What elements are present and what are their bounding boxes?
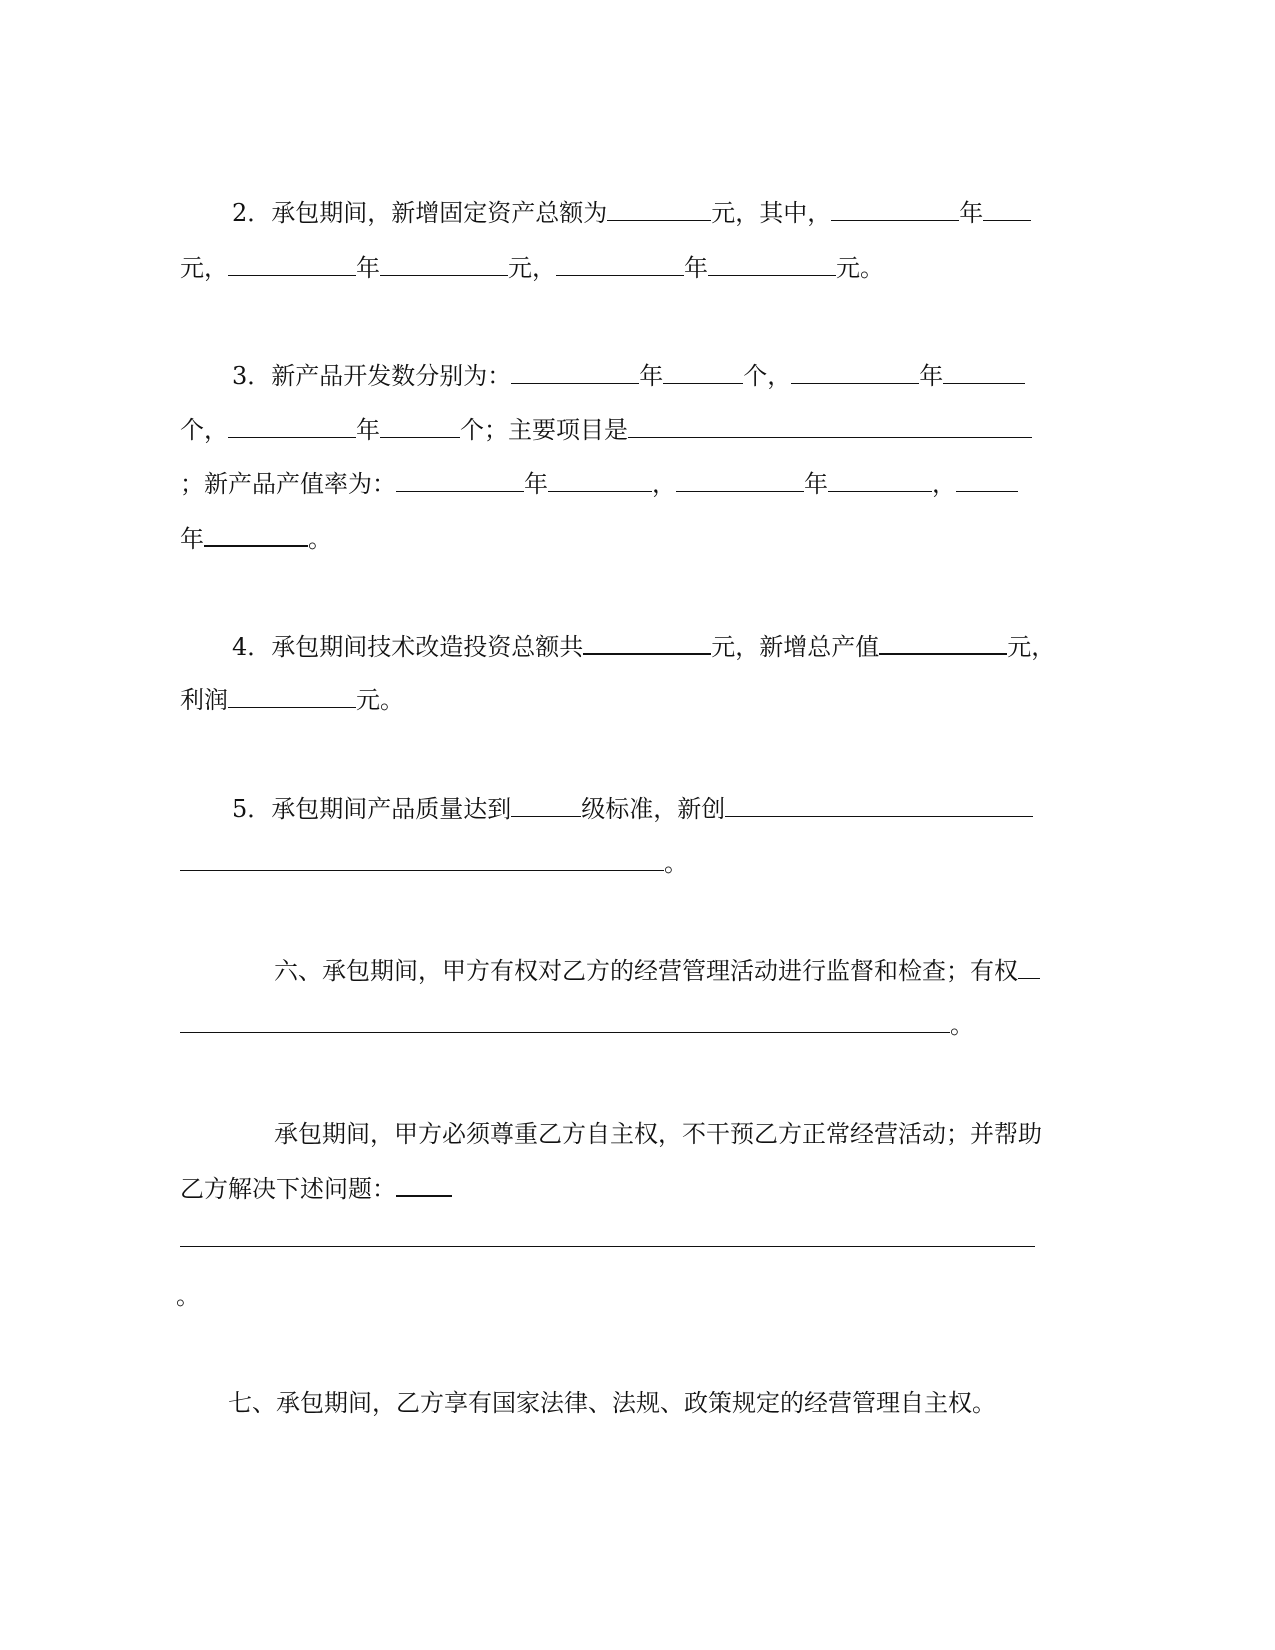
text: 。 <box>950 1011 974 1039</box>
clause-6b-line-1 <box>274 1119 1042 1149</box>
clause-5-text: 5．承包期间产品质量达到 <box>232 795 512 823</box>
fill-blank[interactable] <box>380 415 460 438</box>
text: 。 <box>176 1282 200 1310</box>
clause-5-line-1 <box>232 794 1033 824</box>
fill-blank[interactable] <box>791 361 919 384</box>
unit-text: 年 <box>356 254 380 282</box>
unit-text: 个， <box>743 362 792 390</box>
unit-text: 个， <box>180 416 228 444</box>
fill-blank[interactable] <box>1018 956 1040 979</box>
fill-blank[interactable] <box>228 685 356 708</box>
clause-6-line-2 <box>180 1010 974 1040</box>
fill-blank[interactable] <box>228 415 356 438</box>
clause-2-text: 2．承包期间，新增固定资产总额为 <box>232 199 608 227</box>
text: ， <box>932 470 956 498</box>
unit-text: 年 <box>356 416 380 444</box>
fill-blank[interactable] <box>983 198 1031 221</box>
clause-2-line-2 <box>180 253 884 283</box>
text: 乙方解决下述问题： <box>180 1175 396 1203</box>
text: ，其中， <box>735 199 832 227</box>
fill-blank[interactable] <box>956 469 1018 492</box>
unit-text: 年 <box>804 470 828 498</box>
clause-4-line-2 <box>180 685 404 715</box>
unit-text: 年 <box>919 362 944 390</box>
fill-blank[interactable] <box>708 253 836 276</box>
clause-3-line-2 <box>180 415 1032 445</box>
fill-blank[interactable] <box>396 469 524 492</box>
fill-blank[interactable] <box>831 198 959 221</box>
fill-blank[interactable] <box>548 469 652 492</box>
clause-3-line-1 <box>232 361 1025 391</box>
clause-6b-line-2 <box>180 1173 452 1204</box>
text: ， <box>652 470 676 498</box>
fill-blank[interactable] <box>676 469 804 492</box>
fill-blank[interactable] <box>180 848 664 871</box>
unit-text: 元。 <box>836 254 884 282</box>
fill-blank[interactable] <box>380 253 508 276</box>
clause-3-line-4 <box>180 523 332 554</box>
clause-6b-text: 承包期间，甲方必须尊重乙方自主权，不干预乙方正常经营活动；并帮助 <box>274 1120 1042 1148</box>
fill-blank[interactable] <box>663 361 743 384</box>
clause-4-text: 4．承包期间技术改造投资总额共 <box>232 633 584 661</box>
unit-text: 元 <box>711 199 736 227</box>
unit-text: 年 <box>959 199 984 227</box>
clause-5-line-2 <box>180 848 688 878</box>
clause-7-line-1 <box>228 1388 996 1418</box>
fill-blank[interactable] <box>228 253 356 276</box>
fill-line[interactable] <box>180 1246 1035 1247</box>
fill-blank[interactable] <box>180 1010 950 1033</box>
fill-blank[interactable] <box>943 361 1025 384</box>
text: 元， <box>1007 633 1056 661</box>
fill-blank[interactable] <box>607 198 711 221</box>
fill-blank[interactable] <box>511 794 581 817</box>
text: 元。 <box>356 686 404 714</box>
fill-blank[interactable] <box>396 1173 452 1197</box>
unit-text: 年 <box>684 254 708 282</box>
text: 。 <box>308 525 332 553</box>
clause-6-line-1 <box>274 956 1040 986</box>
text: 元，新增总产值 <box>711 633 880 661</box>
fill-blank[interactable] <box>879 631 1007 655</box>
text: 个；主要项目是 <box>460 416 628 444</box>
fill-blank[interactable] <box>628 415 1032 438</box>
fill-blank[interactable] <box>583 631 711 655</box>
text: 。 <box>664 849 688 877</box>
clause-6b-line-4 <box>176 1281 200 1311</box>
fill-blank[interactable] <box>511 361 639 384</box>
clause-6-text: 六、承包期间，甲方有权对乙方的经营管理活动进行监督和检查；有权 <box>274 957 1018 985</box>
fill-blank[interactable] <box>725 794 1033 817</box>
unit-text: 年 <box>524 470 548 498</box>
clause-7-text: 七、承包期间，乙方享有国家法律、法规、政策规定的经营管理自主权。 <box>228 1389 996 1417</box>
unit-text: 年 <box>180 525 204 553</box>
clause-4-line-1 <box>232 631 1055 662</box>
clause-3-text: 3．新产品开发数分别为： <box>232 362 512 390</box>
text: 级标准，新创 <box>581 795 726 823</box>
clause-3-line-3 <box>180 469 1018 499</box>
text: ；新产品产值率为： <box>180 470 396 498</box>
fill-blank[interactable] <box>204 523 308 547</box>
unit-text: 元， <box>508 254 556 282</box>
unit-text: 年 <box>639 362 664 390</box>
clause-2-line-1 <box>232 198 1031 228</box>
fill-blank[interactable] <box>556 253 684 276</box>
unit-text: 元， <box>180 254 228 282</box>
text: 利润 <box>180 686 228 714</box>
fill-blank[interactable] <box>828 469 932 492</box>
